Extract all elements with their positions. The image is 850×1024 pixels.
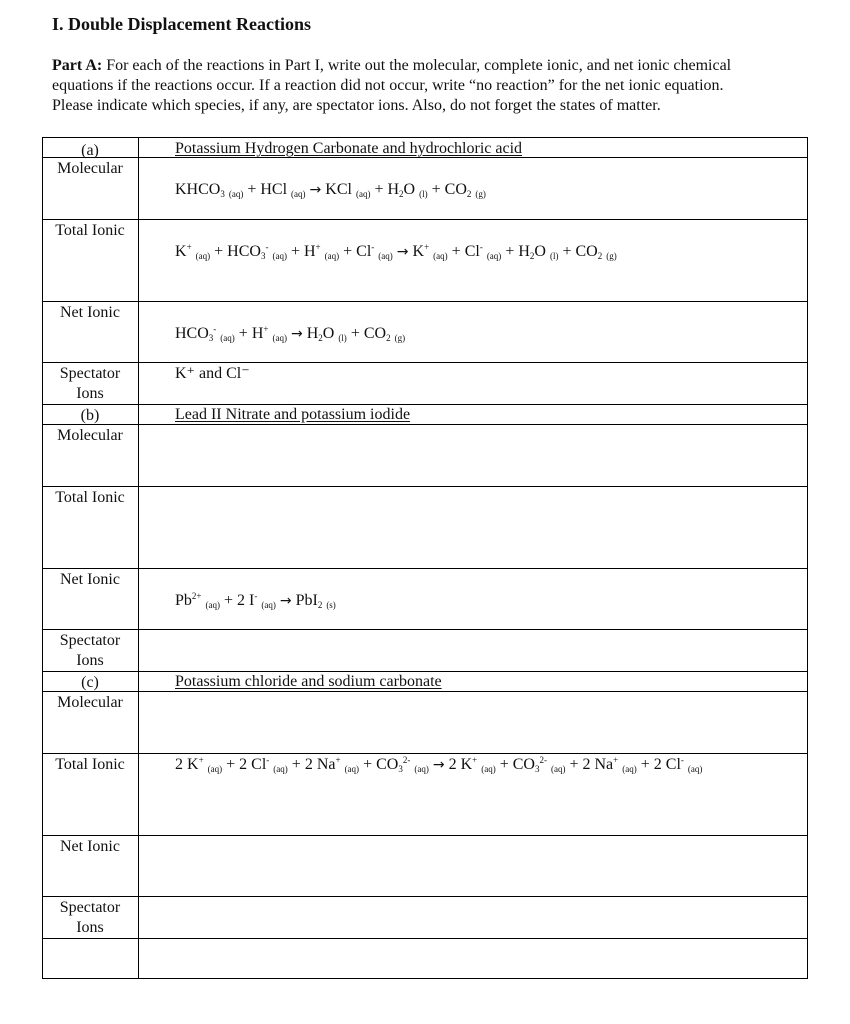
page-title: I. Double Displacement Reactions (52, 14, 311, 34)
instructions-line-2: equations if the reactions occur. If a reaction did not occur, write “no reaction” for the net ionic equation. (52, 77, 724, 94)
equation-a-total-ionic: K+ $(aq) + HCO_3^-$ (aq) + H+ (aq) + Cl- (aq) → K+ (aq) + Cl- $(aq) + H_2O$ $(l) + CO_2$ (g) (175, 242, 617, 261)
label-molecular: Molecular (57, 427, 123, 444)
label-net-ionic: Net Ionic (60, 304, 120, 321)
instructions-line-3: Please indicate which species, if any, are spectator ions. Also, do not forget the states of matter. (52, 97, 661, 114)
table-rule (42, 424, 808, 425)
table-rule (42, 629, 808, 630)
equation-a-net-ionic: $HCO_3^-$ (aq) + H+ $(aq) \to H_2O$ $(l) + CO_2$ (g) (175, 324, 406, 343)
equation-a-molecular: $KHCO_3$ (aq) + HCl (aq) → KCl $(aq) + H_2O$ $(l) + CO_2$ (g) (175, 181, 486, 199)
reaction-title-a: Potassium Hydrogen Carbonate and hydrochloric acid (175, 140, 523, 157)
worksheet-table (42, 137, 808, 979)
table-rule (42, 301, 808, 302)
table-rule (42, 938, 808, 939)
reaction-letter-c: (c) (81, 674, 99, 691)
reaction-title-b: Lead II Nitrate and potassium iodide (175, 406, 411, 423)
label-spectator: Spectator Ions (59, 365, 121, 402)
table-border-right (807, 137, 808, 979)
label-molecular: Molecular (57, 694, 123, 711)
table-rule (42, 404, 808, 405)
label-spectator: Spectator Ions (59, 899, 121, 936)
table-rule (42, 219, 808, 220)
table-rule (42, 978, 808, 979)
table-rule (42, 835, 808, 836)
label-molecular: Molecular (57, 160, 123, 177)
label-net-ionic: Net Ionic (60, 571, 120, 588)
reaction-title-c: Potassium chloride and sodium carbonate (175, 673, 442, 690)
table-rule (42, 137, 808, 138)
label-net-ionic: Net Ionic (60, 838, 120, 855)
part-label: Part A: (52, 57, 103, 74)
instructions (52, 56, 812, 116)
reaction-letter-b: (b) (80, 407, 100, 424)
table-column-divider (138, 137, 139, 979)
spectator-a: K⁺ and Cl⁻ (175, 365, 250, 382)
label-total-ionic: Total Ionic (55, 756, 125, 773)
table-rule (42, 362, 808, 363)
table-rule (42, 568, 808, 569)
equation-b-net-ionic: $Pb^{2+}$ (aq) + 2 I- (aq) → PbI$_2$ (s) (175, 591, 336, 610)
label-spectator: Spectator Ions (59, 632, 121, 669)
reaction-letter-a: (a) (81, 142, 99, 159)
label-total-ionic: Total Ionic (55, 222, 125, 239)
instructions-line-1: For each of the reactions in Part I, write out the molecular, complete ionic, and net ionic chemical (102, 57, 732, 74)
equation-c-total-ionic: 2 K+ (aq) + 2 Cl- (aq) + 2 Na+ $(aq) + CO_3^{2-}$ (aq) → 2 K+ $(aq) + CO_3^{2-}$ (aq) + 2 Na+ (aq) + 2 Cl- (aq) (175, 755, 703, 774)
table-rule (42, 896, 808, 897)
table-rule (42, 486, 808, 487)
label-total-ionic: Total Ionic (55, 489, 125, 506)
